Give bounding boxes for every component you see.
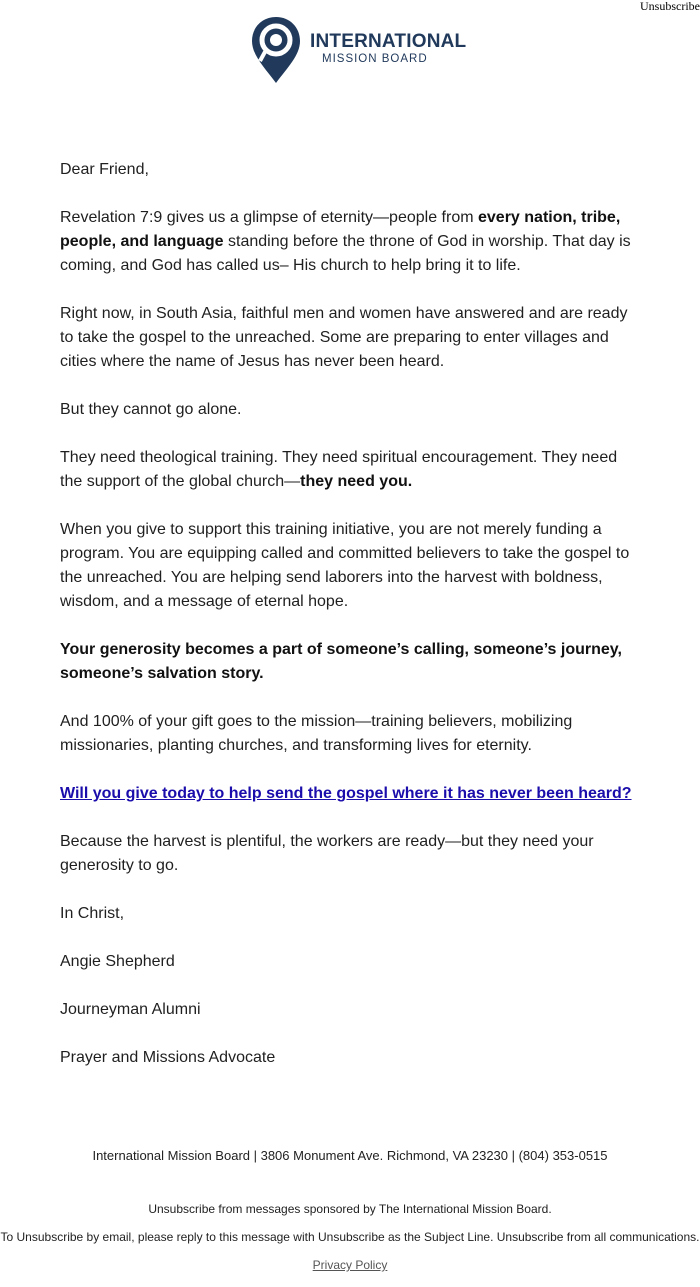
logo-wordmark-line2: MISSION BOARD <box>322 53 428 65</box>
paragraph-revelation: Revelation 7:9 gives us a glimpse of eternity—people from every nation, tribe, people, and language standing before the throne of God in worship. That day is coming, and God has called us– His church to help bring it to life. <box>60 209 631 274</box>
logo-wordmark-line1: INTERNATIONAL <box>310 31 467 52</box>
signature-title-1: Journeyman Alumni <box>60 1001 201 1018</box>
cta-paragraph <box>60 782 640 806</box>
signature-title-2: Prayer and Missions Advocate <box>60 1049 276 1066</box>
footer-unsubscribe-email[interactable]: To Unsubscribe by email, please reply to this message with Unsubscribe as the Subject Line. Unsubscribe from all communications. <box>0 1230 700 1244</box>
paragraph-south-asia: Right now, in South Asia, faithful men and women have answered and are ready to take the gospel to the unreached. Some are preparing to enter villages and cities where the name of Jesus has never been heard. <box>60 305 628 370</box>
footer-address: International Mission Board | 3806 Monument Ave. Richmond, VA 23230 | (804) 353-0515 <box>92 1148 608 1163</box>
paragraph-harvest: Because the harvest is plentiful, the workers are ready—but they need your generosity to go. <box>60 833 594 874</box>
greeting: Dear Friend, <box>60 161 149 178</box>
closing: In Christ, <box>60 905 125 922</box>
paragraph-generosity: Your generosity becomes a part of someone’s calling, someone’s journey, someone’s salvation story. <box>60 641 622 682</box>
give-today-link[interactable]: Will you give today to help send the gospel where it has never been heard? <box>60 785 632 802</box>
privacy-policy-link[interactable]: Privacy Policy <box>312 1258 388 1272</box>
footer-privacy <box>0 1258 700 1272</box>
paragraph-training-initiative: When you give to support this training initiative, you are not merely funding a program. You are equipping called and committed believers to take the gospel to the unreached. You are helping send laborers into the harvest with boldness, wisdom, and a message of eternal hope. <box>60 521 630 610</box>
map-pin-icon <box>250 15 302 85</box>
letter-body <box>60 158 640 1094</box>
imb-logo[interactable] <box>250 15 467 85</box>
signature-name: Angie Shepherd <box>60 953 175 970</box>
paragraph-cannot-go-alone: But they cannot go alone. <box>60 401 242 418</box>
top-unsubscribe-link[interactable]: Unsubscribe <box>640 0 700 13</box>
paragraph-they-need: They need theological training. They need spiritual encouragement. They need the support of the global church—they need you. <box>60 449 618 490</box>
paragraph-100-percent: And 100% of your gift goes to the mission—training believers, mobilizing missionaries, planting churches, and transforming lives for eternity. <box>60 713 573 754</box>
footer-unsubscribe-sponsored[interactable]: Unsubscribe from messages sponsored by The International Mission Board. <box>148 1202 552 1216</box>
